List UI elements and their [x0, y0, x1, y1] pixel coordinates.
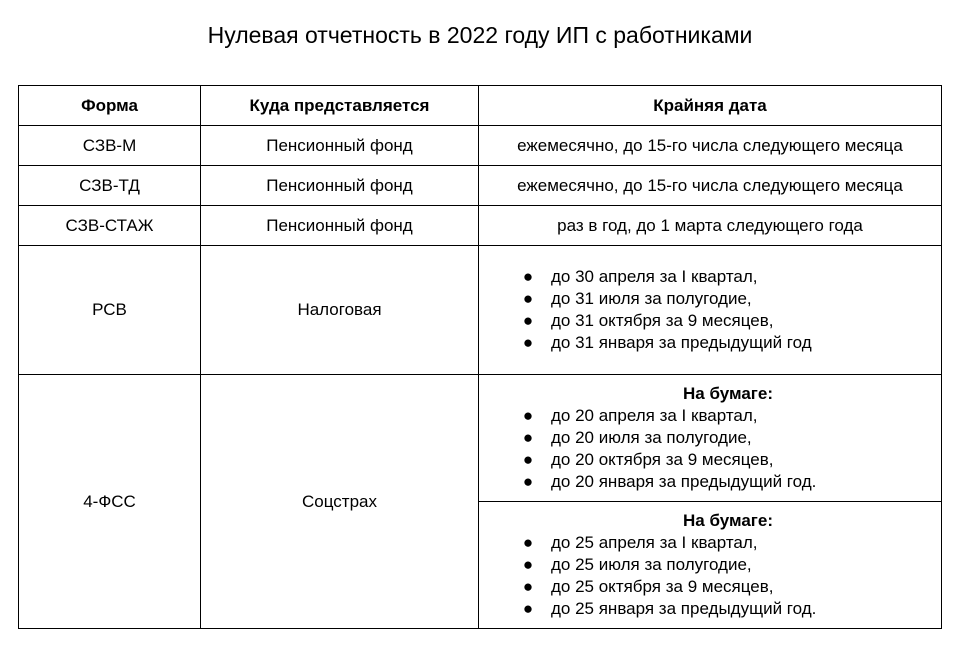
cell-where: Пенсионный фонд	[201, 126, 479, 166]
cell-deadline-list	[479, 375, 942, 502]
list-item: ● до 25 июля за полугодие,	[522, 555, 752, 574]
paper-label: На бумаге:	[683, 384, 773, 403]
list-item: ● до 31 июля за полугодие,	[522, 289, 752, 308]
bullet-icon: ●	[522, 333, 534, 352]
cell-where: Пенсионный фонд	[201, 206, 479, 246]
cell-form: СЗВ-ТД	[19, 166, 201, 206]
bullet-icon: ●	[522, 450, 534, 469]
cell-deadline: раз в год, до 1 марта следующего года	[479, 206, 942, 246]
list-item: ● до 25 апреля за I квартал,	[522, 533, 758, 552]
bullet-icon: ●	[522, 555, 534, 574]
cell-where: Налоговая	[201, 246, 479, 375]
deadline-list	[521, 266, 935, 354]
bullet-icon: ●	[522, 428, 534, 447]
bullet-icon: ●	[522, 311, 534, 330]
list-item: ● до 25 января за предыдущий год.	[522, 599, 817, 618]
cell-form: СЗВ-СТАЖ	[19, 206, 201, 246]
cell-where: Соцстрах	[201, 375, 479, 629]
table-header-row	[19, 86, 942, 126]
paper-label: На бумаге:	[683, 511, 773, 530]
bullet-icon: ●	[522, 267, 534, 286]
list-item: ● до 31 января за предыдущий год	[522, 333, 812, 352]
bullet-icon: ●	[522, 577, 534, 596]
cell-where: Пенсионный фонд	[201, 166, 479, 206]
cell-deadline-list	[479, 502, 942, 629]
bullet-icon: ●	[522, 599, 534, 618]
bullet-icon: ●	[522, 406, 534, 425]
reporting-table	[18, 85, 942, 629]
cell-deadline-list	[479, 246, 942, 375]
bullet-icon: ●	[522, 472, 534, 491]
list-item: ● до 20 апреля за I квартал,	[522, 406, 758, 425]
cell-form: СЗВ-М	[19, 126, 201, 166]
list-item: ● до 31 октября за 9 месяцев,	[522, 311, 774, 330]
list-item: ● до 20 октября за 9 месяцев,	[522, 450, 774, 469]
cell-deadline: ежемесячно, до 15-го числа следующего месяца	[479, 126, 942, 166]
table-row	[19, 166, 942, 206]
list-item: ● до 20 января за предыдущий год.	[522, 472, 817, 491]
deadline-list	[521, 532, 935, 620]
page-title: Нулевая отчетность в 2022 году ИП с работниками	[207, 22, 753, 48]
table-row-fss	[19, 375, 942, 502]
header-where: Куда представляется	[201, 86, 479, 126]
cell-deadline: ежемесячно, до 15-го числа следующего месяца	[479, 166, 942, 206]
cell-form: РСВ	[19, 246, 201, 375]
bullet-icon: ●	[522, 533, 534, 552]
cell-form: 4-ФСС	[19, 375, 201, 629]
bullet-icon: ●	[522, 289, 534, 308]
header-form: Форма	[19, 86, 201, 126]
list-item: ● до 20 июля за полугодие,	[522, 428, 752, 447]
table-row-rsv	[19, 246, 942, 375]
header-deadline: Крайняя дата	[479, 86, 942, 126]
deadline-list	[521, 405, 935, 493]
table-row	[19, 206, 942, 246]
table-row	[19, 126, 942, 166]
list-item: ● до 25 октября за 9 месяцев,	[522, 577, 774, 596]
list-item: ● до 30 апреля за I квартал,	[522, 267, 758, 286]
